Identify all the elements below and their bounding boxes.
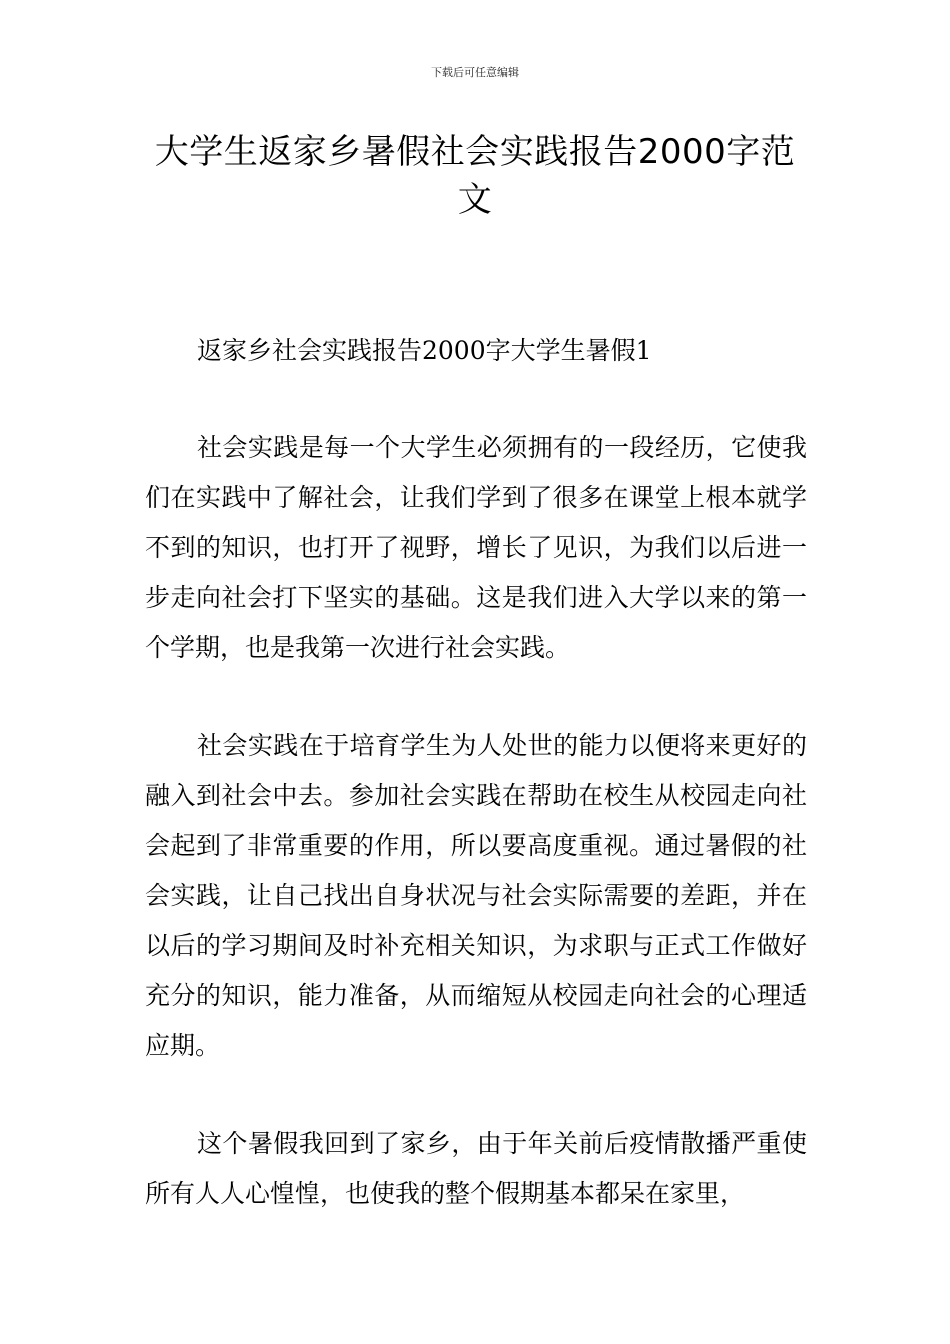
paragraph-3: 这个暑假我回到了家乡，由于年关前后疫情散播严重使所有人人心惶惶，也使我的整个假期基本都呆在家里， — [145, 1129, 807, 1208]
document-title: 大学生返家乡暑假社会实践报告2000字范文 — [154, 132, 796, 220]
section-heading: 返家乡社会实践报告2000字大学生暑假1 — [197, 336, 652, 365]
paragraph-2: 社会实践在于培育学生为人处世的能力以便将来更好的融入到社会中去。参加社会实践在帮助在校生从校园走向社会起到了非常重要的作用，所以要高度重视。通过暑假的社会实践，让自己找出自身状况与社会实际需要的差距，并在以后的学习期间及时补充相关知识，为求职与正式工作做好充分的知识，能力准备，从而缩短从校园走向社会的心理适应期。 — [145, 731, 807, 1060]
header-note: 下载后可任意编辑 — [431, 66, 519, 79]
paragraph-1: 社会实践是每一个大学生必须拥有的一段经历，它使我们在实践中了解社会，让我们学到了很多在课堂上根本就学不到的知识，也打开了视野，增长了见识，为我们以后进一步走向社会打下坚实的基础。这是我们进入大学以来的第一个学期，也是我第一次进行社会实践。 — [145, 433, 807, 662]
